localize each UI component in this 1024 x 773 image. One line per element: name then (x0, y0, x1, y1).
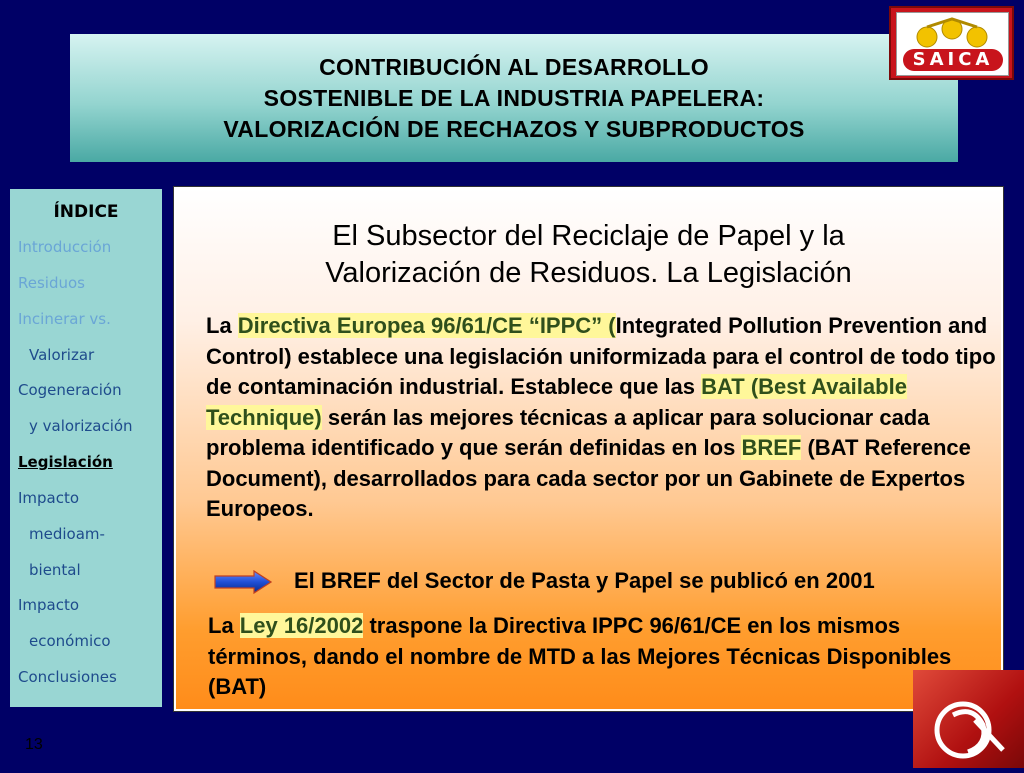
saica-logo (889, 6, 1014, 80)
logo-text: SAICA (903, 49, 1003, 71)
bat-highlight: BAT (Best Available Technique) (206, 374, 907, 430)
content-heading (176, 218, 1001, 292)
right-arrow-icon (214, 570, 272, 594)
er-emblem-logo (913, 670, 1024, 768)
sidebar-item-economico[interactable]: económico (29, 632, 111, 650)
page-number: 13 (25, 736, 43, 753)
heading-line-1: El Subsector del Reciclaje de Papel y la (332, 220, 845, 252)
title-line-1: CONTRIBUCIÓN AL DESARROLLO (319, 53, 709, 80)
bref-note: El BREF del Sector de Pasta y Papel se publicó en 2001 (294, 568, 875, 593)
sidebar-item-introduccion[interactable]: Introducción (18, 238, 112, 256)
logo-panel (896, 12, 1009, 76)
paper-rolls-icon (897, 13, 1008, 53)
sidebar-item-cogeneracion[interactable]: Cogeneración (18, 381, 122, 399)
content-panel (174, 187, 1003, 711)
p2-text-2: traspone la Directiva IPPC 96/61/CE en los mismos términos, dando el nombre de MTD a las Mejores Técnicas Disponibles (BAT) (208, 613, 952, 699)
p1-text-1: La (206, 313, 238, 338)
sidebar-item-incinerar[interactable]: Incinerar vs. (18, 310, 111, 328)
p1-text-3: serán las mejores técnicas a aplicar para solucionar cada problema identificado y que serán definidas en los (206, 404, 930, 460)
sidebar-item-legislacion[interactable]: Legislación (18, 453, 113, 471)
heading-line-2: Valorización de Residuos. La Legislación (325, 257, 852, 289)
sidebar-item-residuos[interactable]: Residuos (18, 274, 85, 292)
sidebar-item-valorizar[interactable]: Valorizar (29, 346, 95, 364)
sidebar-item-conclusiones[interactable]: Conclusiones (18, 668, 117, 686)
p1-text-2: Integrated Pollution Prevention and Control) establece una legislación uniformizada para el control de todo tipo de contaminación industrial. Establece que las (206, 313, 996, 399)
directiva-highlight: Directiva Europea 96/61/CE “IPPC” ( (237, 313, 616, 338)
title-line-2: SOSTENIBLE DE LA INDUSTRIA PAPELERA: (263, 84, 765, 111)
sidebar-item-impacto-economico[interactable]: Impacto (18, 596, 80, 614)
ley-highlight: Ley 16/2002 (239, 613, 364, 638)
index-heading: ÍNDICE (53, 202, 119, 222)
directiva-paragraph (206, 311, 996, 525)
sidebar-item-valorizacion[interactable]: y valorización (29, 417, 133, 435)
p1-text-4: (BAT Reference Document), desarrollados para cada sector por un Gabinete de Expertos Europeos. (206, 435, 971, 521)
sidebar-item-biental[interactable]: biental (29, 561, 81, 579)
p2-text-1: La (208, 613, 240, 638)
ley-paragraph (208, 611, 998, 703)
bref-note-row (214, 566, 994, 596)
title-line-3: VALORIZACIÓN DE RECHAZOS Y SUBPRODUCTOS (223, 115, 805, 142)
sidebar-item-medioam[interactable]: medioam- (29, 525, 105, 543)
slide-title (70, 34, 958, 162)
index-sidebar (10, 189, 162, 707)
sidebar-item-impacto[interactable]: Impacto (18, 489, 80, 507)
er-monogram-icon (913, 670, 1024, 768)
bref-highlight: BREF (741, 435, 802, 460)
